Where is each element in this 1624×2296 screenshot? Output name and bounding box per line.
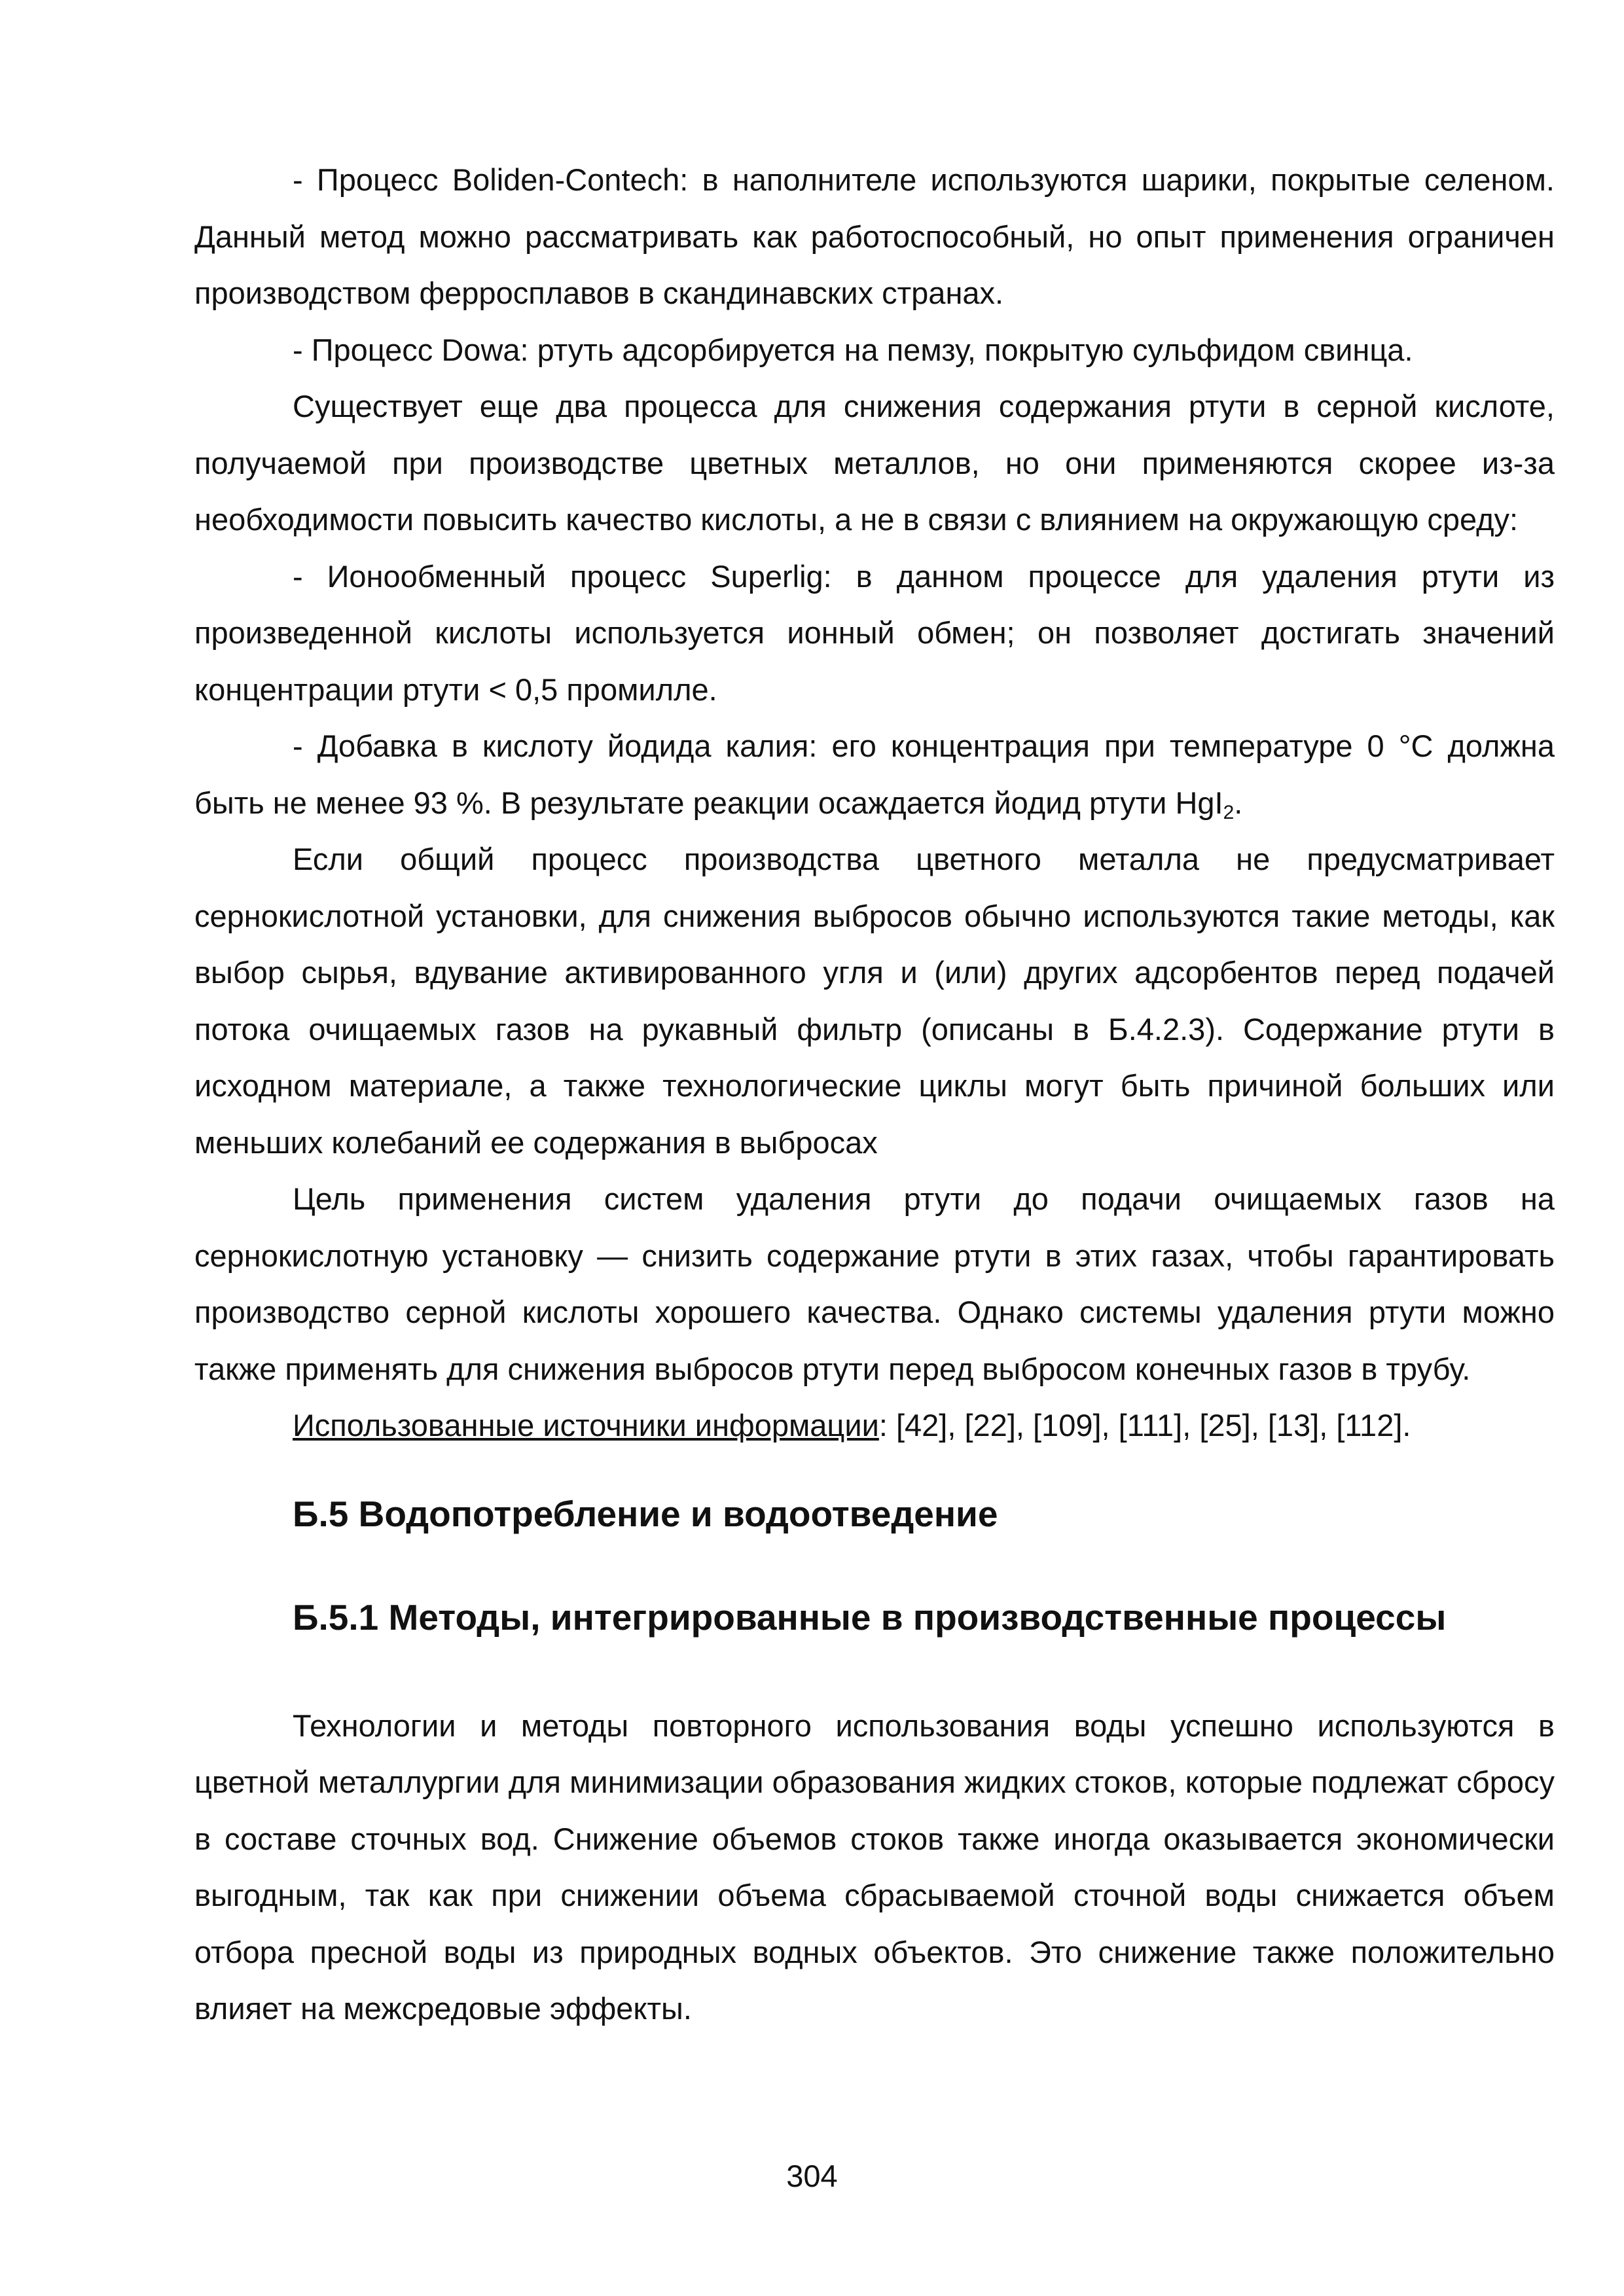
sources-label: Использованные источники информации <box>293 1408 879 1443</box>
section-heading: Б.5 Водопотребление и водоотведение <box>293 1493 998 1534</box>
page-number: 304 <box>786 2159 838 2193</box>
sources-line <box>194 1397 1555 1454</box>
document-page <box>194 152 1555 2037</box>
paragraph-water-reuse: Технологии и методы повторного использования воды успешно используются в цветной металлургии для минимизации образования жидких стоков, которые подлежат сбросу в составе сточных вод. Снижение объемов стоков также иногда оказывается экономически выгодным, так как при снижении объема сбрасываемой сточной воды снижается объем отбора пресной воды из природных водных объектов. Это снижение также положительно влияет на межсредовые эффекты. <box>194 1708 1555 2026</box>
paragraph-potassium-iodide <box>194 718 1555 831</box>
paragraph-dowa: - Процесс Dowa: ртуть адсорбируется на пемзу, покрытую сульфидом свинца. <box>293 332 1413 367</box>
iodide-text: - Добавка в кислоту йодида калия: его концентрация при температуре 0 °C должна быть не менее 93 %. В результате реакции осаждается йодид ртути HgI <box>194 728 1555 820</box>
paragraph-superlig: - Ионообменный процесс Superlig: в данном процессе для удаления ртути из произведенной кислоты используется ионный обмен; он позволяет достигать значений концентрации ртути < 0,5 промилле. <box>194 558 1555 707</box>
paragraph-mercury-removal-goal: Цель применения систем удаления ртути до подачи очищаемых газов на сернокислотную установку — снизить содержание ртути в этих газах, чтобы гарантировать производство серной кислоты хорошего качества. Однако системы удаления ртути можно также применять для снижения выбросов ртути перед выбросом конечных газов в трубу. <box>194 1181 1555 1386</box>
iodide-subscript: 2 <box>1223 801 1235 823</box>
paragraph-general-process: Если общий процесс производства цветного металла не предусматривает сернокислотной установки, для снижения выбросов обычно используются такие методы, как выбор сырья, вдувание активированного угля и (или) других адсорбентов перед подачей потока очищаемых газов на рукавный фильтр (описаны в Б.4.2.3). Содержание ртути в исходном материале, а также технологические циклы могут быть причиной больших или меньших колебаний ее содержания в выбросах <box>194 842 1555 1160</box>
paragraph-boliden-contech: - Процесс Boliden-Contech: в наполнителе используются шарики, покрытые селеном. Данный метод можно рассматривать как работоспособный, но опыт применения ограничен производством ферросплавов в скандинавских странах. <box>194 162 1555 310</box>
paragraph-two-processes: Существует еще два процесса для снижения содержания ртути в серной кислоте, получаемой при производстве цветных металлов, но они применяются скорее из-за необходимости повысить качество кислоты, а не в связи с влиянием на окружающую среду: <box>194 389 1555 537</box>
sources-refs: : [42], [22], [109], [111], [25], [13], [112]. <box>878 1408 1411 1443</box>
subsection-heading: Б.5.1 Методы, интегрированные в производственные процессы <box>293 1596 1447 1638</box>
iodide-end: . <box>1234 785 1243 820</box>
